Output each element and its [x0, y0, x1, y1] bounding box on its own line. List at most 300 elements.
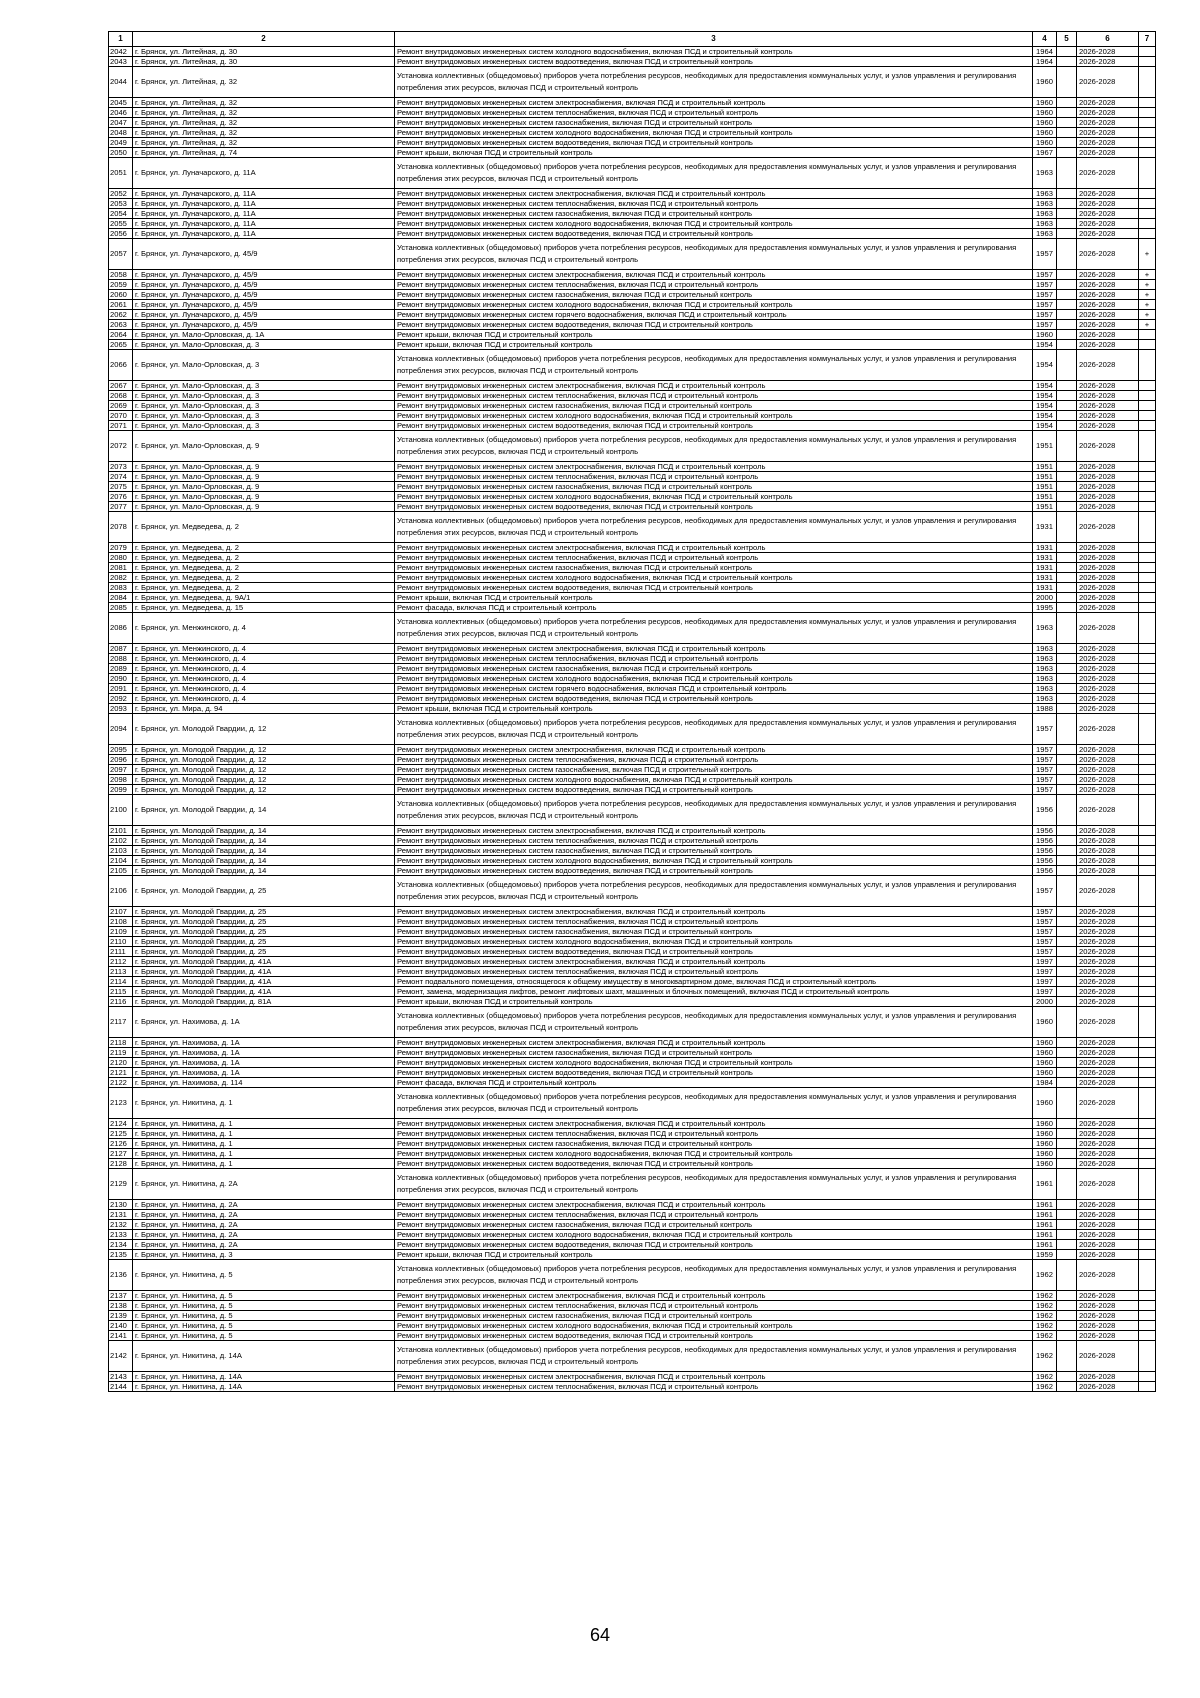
mark-cell — [1139, 563, 1156, 573]
address-cell: г. Брянск, ул. Молодой Гвардии, д. 25 — [133, 937, 395, 947]
work-type-cell: Ремонт внутридомовых инженерных систем теплоснабжения, включая ПСД и строительный контроль — [395, 917, 1033, 927]
table-row — [109, 158, 1156, 189]
build-year-cell: 1961 — [1033, 1240, 1057, 1250]
build-year-cell: 1954 — [1033, 340, 1057, 350]
table-row — [109, 997, 1156, 1007]
col-5-cell — [1057, 310, 1077, 320]
build-year-cell: 1960 — [1033, 1088, 1057, 1119]
work-type-cell: Установка коллективных (общедомовых) приборов учета потребления ресурсов, необходимых для предоставления коммунальных услуг, и узлов управления и регулирования потребления этих ресурсов, включая ПСД и строительный контроль — [395, 239, 1033, 270]
address-cell: г. Брянск, ул. Никитина, д. 14А — [133, 1372, 395, 1382]
period-cell: 2026-2028 — [1077, 47, 1139, 57]
table-row — [109, 189, 1156, 199]
period-cell: 2026-2028 — [1077, 563, 1139, 573]
address-cell: г. Брянск, ул. Луначарского, д. 45/9 — [133, 320, 395, 330]
build-year-cell: 1960 — [1033, 1159, 1057, 1169]
work-type-cell: Ремонт внутридомовых инженерных систем холодного водоснабжения, включая ПСД и строительный контроль — [395, 1230, 1033, 1240]
mark-cell — [1139, 1301, 1156, 1311]
row-number-cell: 2044 — [109, 67, 133, 98]
row-number-cell: 2073 — [109, 462, 133, 472]
address-cell: г. Брянск, ул. Нахимова, д. 1А — [133, 1058, 395, 1068]
row-number-cell: 2143 — [109, 1372, 133, 1382]
table-row — [109, 128, 1156, 138]
row-number-cell: 2052 — [109, 189, 133, 199]
table-row — [109, 340, 1156, 350]
address-cell: г. Брянск, ул. Молодой Гвардии, д. 81А — [133, 997, 395, 1007]
period-cell: 2026-2028 — [1077, 947, 1139, 957]
col-5-cell — [1057, 98, 1077, 108]
row-number-cell: 2098 — [109, 775, 133, 785]
build-year-cell: 1963 — [1033, 654, 1057, 664]
period-cell: 2026-2028 — [1077, 987, 1139, 997]
address-cell: г. Брянск, ул. Мало-Орловская, д. 3 — [133, 411, 395, 421]
build-year-cell: 1961 — [1033, 1200, 1057, 1210]
row-number-cell: 2127 — [109, 1149, 133, 1159]
mark-cell — [1139, 411, 1156, 421]
work-type-cell: Ремонт внутридомовых инженерных систем горячего водоснабжения, включая ПСД и строительный контроль — [395, 310, 1033, 320]
col-5-cell — [1057, 270, 1077, 280]
period-cell: 2026-2028 — [1077, 512, 1139, 543]
mark-cell — [1139, 846, 1156, 856]
col-5-cell — [1057, 219, 1077, 229]
work-type-cell: Установка коллективных (общедомовых) приборов учета потребления ресурсов, необходимых для предоставления коммунальных услуг, и узлов управления и регулирования потребления этих ресурсов, включая ПСД и строительный контроль — [395, 876, 1033, 907]
build-year-cell: 1963 — [1033, 209, 1057, 219]
address-cell: г. Брянск, ул. Мало-Орловская, д. 3 — [133, 381, 395, 391]
build-year-cell: 1962 — [1033, 1260, 1057, 1291]
period-cell: 2026-2028 — [1077, 927, 1139, 937]
period-cell: 2026-2028 — [1077, 1321, 1139, 1331]
row-number-cell: 2053 — [109, 199, 133, 209]
table-row — [109, 462, 1156, 472]
address-cell: г. Брянск, ул. Молодой Гвардии, д. 14 — [133, 826, 395, 836]
build-year-cell: 1957 — [1033, 745, 1057, 755]
row-number-cell: 2125 — [109, 1129, 133, 1139]
address-cell: г. Брянск, ул. Никитина, д. 2А — [133, 1169, 395, 1200]
mark-cell — [1139, 1220, 1156, 1230]
mark-cell: + — [1139, 300, 1156, 310]
work-type-cell: Ремонт внутридомовых инженерных систем теплоснабжения, включая ПСД и строительный контроль — [395, 1129, 1033, 1139]
table-row — [109, 108, 1156, 118]
period-cell: 2026-2028 — [1077, 350, 1139, 381]
address-cell: г. Брянск, ул. Молодой Гвардии, д. 25 — [133, 927, 395, 937]
address-cell: г. Брянск, ул. Молодой Гвардии, д. 12 — [133, 745, 395, 755]
work-type-cell: Ремонт внутридомовых инженерных систем электроснабжения, включая ПСД и строительный контроль — [395, 1372, 1033, 1382]
table-row — [109, 1068, 1156, 1078]
address-cell: г. Брянск, ул. Менжинского, д. 4 — [133, 644, 395, 654]
build-year-cell: 1960 — [1033, 108, 1057, 118]
work-type-cell: Ремонт внутридомовых инженерных систем теплоснабжения, включая ПСД и строительный контроль — [395, 836, 1033, 846]
table-row — [109, 613, 1156, 644]
build-year-cell: 1960 — [1033, 98, 1057, 108]
period-cell: 2026-2028 — [1077, 1331, 1139, 1341]
col-5-cell — [1057, 209, 1077, 219]
build-year-cell: 1964 — [1033, 57, 1057, 67]
table-row — [109, 987, 1156, 997]
table-row — [109, 1331, 1156, 1341]
mark-cell — [1139, 512, 1156, 543]
work-type-cell: Ремонт внутридомовых инженерных систем холодного водоснабжения, включая ПСД и строительный контроль — [395, 937, 1033, 947]
period-cell: 2026-2028 — [1077, 775, 1139, 785]
work-type-cell: Ремонт внутридомовых инженерных систем теплоснабжения, включая ПСД и строительный контроль — [395, 755, 1033, 765]
work-type-cell: Ремонт внутридомовых инженерных систем газоснабжения, включая ПСД и строительный контроль — [395, 1139, 1033, 1149]
table-row — [109, 1169, 1156, 1200]
col-5-cell — [1057, 138, 1077, 148]
address-cell: г. Брянск, ул. Никитина, д. 5 — [133, 1301, 395, 1311]
row-number-cell: 2094 — [109, 714, 133, 745]
row-number-cell: 2144 — [109, 1382, 133, 1392]
mark-cell — [1139, 1240, 1156, 1250]
build-year-cell: 1957 — [1033, 239, 1057, 270]
table-row — [109, 947, 1156, 957]
table-row — [109, 57, 1156, 67]
work-type-cell: Ремонт внутридомовых инженерных систем теплоснабжения, включая ПСД и строительный контроль — [395, 472, 1033, 482]
address-cell: г. Брянск, ул. Никитина, д. 2А — [133, 1210, 395, 1220]
period-cell: 2026-2028 — [1077, 502, 1139, 512]
row-number-cell: 2116 — [109, 997, 133, 1007]
work-type-cell: Ремонт внутридомовых инженерных систем газоснабжения, включая ПСД и строительный контроль — [395, 846, 1033, 856]
table-row — [109, 421, 1156, 431]
mark-cell — [1139, 1230, 1156, 1240]
address-cell: г. Брянск, ул. Никитина, д. 2А — [133, 1220, 395, 1230]
work-type-cell: Ремонт внутридомовых инженерных систем газоснабжения, включая ПСД и строительный контроль — [395, 1311, 1033, 1321]
col-5-cell — [1057, 927, 1077, 937]
row-number-cell: 2114 — [109, 977, 133, 987]
build-year-cell: 1951 — [1033, 472, 1057, 482]
work-type-cell: Ремонт крыши, включая ПСД и строительный контроль — [395, 1250, 1033, 1260]
table-row — [109, 1149, 1156, 1159]
build-year-cell: 1960 — [1033, 118, 1057, 128]
build-year-cell: 1957 — [1033, 290, 1057, 300]
period-cell: 2026-2028 — [1077, 229, 1139, 239]
col-5-cell — [1057, 573, 1077, 583]
col-5-cell — [1057, 826, 1077, 836]
work-type-cell: Ремонт внутридомовых инженерных систем теплоснабжения, включая ПСД и строительный контроль — [395, 280, 1033, 290]
work-type-cell: Установка коллективных (общедомовых) приборов учета потребления ресурсов, необходимых для предоставления коммунальных услуг, и узлов управления и регулирования потребления этих ресурсов, включая ПСД и строительный контроль — [395, 1007, 1033, 1038]
mark-cell — [1139, 714, 1156, 745]
col-5-cell — [1057, 391, 1077, 401]
table-row — [109, 118, 1156, 128]
work-type-cell: Ремонт крыши, включая ПСД и строительный контроль — [395, 148, 1033, 158]
mark-cell: + — [1139, 270, 1156, 280]
build-year-cell: 1951 — [1033, 502, 1057, 512]
period-cell: 2026-2028 — [1077, 67, 1139, 98]
row-number-cell: 2090 — [109, 674, 133, 684]
period-cell: 2026-2028 — [1077, 118, 1139, 128]
mark-cell — [1139, 674, 1156, 684]
col-5-cell — [1057, 472, 1077, 482]
work-type-cell: Установка коллективных (общедомовых) приборов учета потребления ресурсов, необходимых для предоставления коммунальных услуг, и узлов управления и регулирования потребления этих ресурсов, включая ПСД и строительный контроль — [395, 795, 1033, 826]
build-year-cell: 1984 — [1033, 1078, 1057, 1088]
address-cell: г. Брянск, ул. Менжинского, д. 4 — [133, 684, 395, 694]
table-row — [109, 826, 1156, 836]
col-5-cell — [1057, 512, 1077, 543]
address-cell: г. Брянск, ул. Молодой Гвардии, д. 41А — [133, 977, 395, 987]
address-cell: г. Брянск, ул. Мало-Орловская, д. 9 — [133, 482, 395, 492]
work-type-cell: Ремонт внутридомовых инженерных систем водоотведения, включая ПСД и строительный контроль — [395, 1331, 1033, 1341]
mark-cell — [1139, 1250, 1156, 1260]
table-row — [109, 553, 1156, 563]
mark-cell — [1139, 98, 1156, 108]
table-row — [109, 775, 1156, 785]
col-5-cell — [1057, 694, 1077, 704]
table-row — [109, 1230, 1156, 1240]
col-5-cell — [1057, 654, 1077, 664]
work-type-cell: Ремонт внутридомовых инженерных систем теплоснабжения, включая ПСД и строительный контроль — [395, 391, 1033, 401]
header-cell: 3 — [395, 32, 1033, 47]
row-number-cell: 2060 — [109, 290, 133, 300]
work-type-cell: Ремонт внутридомовых инженерных систем газоснабжения, включая ПСД и строительный контроль — [395, 1220, 1033, 1230]
work-type-cell: Ремонт внутридомовых инженерных систем холодного водоснабжения, включая ПСД и строительный контроль — [395, 300, 1033, 310]
period-cell: 2026-2028 — [1077, 957, 1139, 967]
row-number-cell: 2109 — [109, 927, 133, 937]
period-cell: 2026-2028 — [1077, 1159, 1139, 1169]
table-row — [109, 694, 1156, 704]
table-row — [109, 492, 1156, 502]
table-row — [109, 1139, 1156, 1149]
table-row — [109, 239, 1156, 270]
col-5-cell — [1057, 502, 1077, 512]
build-year-cell: 1962 — [1033, 1372, 1057, 1382]
mark-cell — [1139, 1200, 1156, 1210]
mark-cell — [1139, 472, 1156, 482]
table-row — [109, 401, 1156, 411]
col-5-cell — [1057, 846, 1077, 856]
table-row — [109, 1058, 1156, 1068]
col-5-cell — [1057, 47, 1077, 57]
address-cell: г. Брянск, ул. Луначарского, д. 45/9 — [133, 300, 395, 310]
mark-cell — [1139, 866, 1156, 876]
row-number-cell: 2124 — [109, 1119, 133, 1129]
table-row — [109, 856, 1156, 866]
mark-cell — [1139, 381, 1156, 391]
row-number-cell: 2110 — [109, 937, 133, 947]
col-5-cell — [1057, 1311, 1077, 1321]
mark-cell: + — [1139, 290, 1156, 300]
table-row — [109, 1341, 1156, 1372]
build-year-cell: 1931 — [1033, 563, 1057, 573]
address-cell: г. Брянск, ул. Молодой Гвардии, д. 25 — [133, 947, 395, 957]
table-row — [109, 1301, 1156, 1311]
address-cell: г. Брянск, ул. Мало-Орловская, д. 9 — [133, 472, 395, 482]
row-number-cell: 2065 — [109, 340, 133, 350]
work-type-cell: Ремонт внутридомовых инженерных систем водоотведения, включая ПСД и строительный контроль — [395, 1068, 1033, 1078]
table-row — [109, 1250, 1156, 1260]
mark-cell — [1139, 684, 1156, 694]
header-cell: 4 — [1033, 32, 1057, 47]
row-number-cell: 2062 — [109, 310, 133, 320]
address-cell: г. Брянск, ул. Луначарского, д. 11А — [133, 199, 395, 209]
header-cell: 1 — [109, 32, 133, 47]
col-5-cell — [1057, 189, 1077, 199]
period-cell: 2026-2028 — [1077, 856, 1139, 866]
period-cell: 2026-2028 — [1077, 1038, 1139, 1048]
work-type-cell: Ремонт внутридомовых инженерных систем электроснабжения, включая ПСД и строительный контроль — [395, 1291, 1033, 1301]
build-year-cell: 1931 — [1033, 553, 1057, 563]
work-type-cell: Ремонт внутридомовых инженерных систем холодного водоснабжения, включая ПСД и строительный контроль — [395, 1149, 1033, 1159]
period-cell: 2026-2028 — [1077, 340, 1139, 350]
col-5-cell — [1057, 967, 1077, 977]
work-type-cell: Ремонт внутридомовых инженерных систем газоснабжения, включая ПСД и строительный контроль — [395, 563, 1033, 573]
row-number-cell: 2082 — [109, 573, 133, 583]
mark-cell — [1139, 755, 1156, 765]
work-type-cell: Ремонт внутридомовых инженерных систем газоснабжения, включая ПСД и строительный контроль — [395, 927, 1033, 937]
address-cell: г. Брянск, ул. Молодой Гвардии, д. 41А — [133, 957, 395, 967]
build-year-cell: 1961 — [1033, 1210, 1057, 1220]
col-5-cell — [1057, 745, 1077, 755]
row-number-cell: 2103 — [109, 846, 133, 856]
address-cell: г. Брянск, ул. Мало-Орловская, д. 3 — [133, 401, 395, 411]
row-number-cell: 2049 — [109, 138, 133, 148]
work-type-cell: Ремонт внутридомовых инженерных систем теплоснабжения, включая ПСД и строительный контроль — [395, 553, 1033, 563]
row-number-cell: 2043 — [109, 57, 133, 67]
mark-cell — [1139, 1331, 1156, 1341]
build-year-cell: 1963 — [1033, 199, 1057, 209]
mark-cell — [1139, 330, 1156, 340]
build-year-cell: 1997 — [1033, 967, 1057, 977]
table-row — [109, 199, 1156, 209]
mark-cell: + — [1139, 239, 1156, 270]
address-cell: г. Брянск, ул. Литейная, д. 32 — [133, 108, 395, 118]
table-row — [109, 431, 1156, 462]
row-number-cell: 2100 — [109, 795, 133, 826]
table-row — [109, 563, 1156, 573]
table-row — [109, 907, 1156, 917]
period-cell: 2026-2028 — [1077, 613, 1139, 644]
build-year-cell: 1957 — [1033, 927, 1057, 937]
header-row — [109, 32, 1156, 47]
build-year-cell: 1954 — [1033, 350, 1057, 381]
row-number-cell: 2095 — [109, 745, 133, 755]
table-row — [109, 350, 1156, 381]
address-cell: г. Брянск, ул. Никитина, д. 1 — [133, 1119, 395, 1129]
table-row — [109, 583, 1156, 593]
period-cell: 2026-2028 — [1077, 270, 1139, 280]
period-cell: 2026-2028 — [1077, 997, 1139, 1007]
col-5-cell — [1057, 148, 1077, 158]
period-cell: 2026-2028 — [1077, 755, 1139, 765]
work-type-cell: Ремонт внутридомовых инженерных систем холодного водоснабжения, включая ПСД и строительный контроль — [395, 492, 1033, 502]
build-year-cell: 1963 — [1033, 684, 1057, 694]
col-5-cell — [1057, 775, 1077, 785]
col-5-cell — [1057, 1220, 1077, 1230]
table-row — [109, 98, 1156, 108]
col-5-cell — [1057, 1260, 1077, 1291]
period-cell: 2026-2028 — [1077, 1169, 1139, 1200]
row-number-cell: 2076 — [109, 492, 133, 502]
mark-cell — [1139, 209, 1156, 219]
table-row — [109, 67, 1156, 98]
row-number-cell: 2122 — [109, 1078, 133, 1088]
col-5-cell — [1057, 1331, 1077, 1341]
address-cell: г. Брянск, ул. Никитина, д. 1 — [133, 1139, 395, 1149]
work-type-cell: Ремонт, замена, модернизация лифтов, ремонт лифтовых шахт, машинных и блочных помещений, включая ПСД и строительный контроль — [395, 987, 1033, 997]
address-cell: г. Брянск, ул. Никитина, д. 14А — [133, 1341, 395, 1372]
work-type-cell: Ремонт внутридомовых инженерных систем холодного водоснабжения, включая ПСД и строительный контроль — [395, 1058, 1033, 1068]
period-cell: 2026-2028 — [1077, 57, 1139, 67]
work-type-cell: Ремонт внутридомовых инженерных систем электроснабжения, включая ПСД и строительный контроль — [395, 462, 1033, 472]
address-cell: г. Брянск, ул. Молодой Гвардии, д. 14 — [133, 856, 395, 866]
work-type-cell: Ремонт внутридомовых инженерных систем электроснабжения, включая ПСД и строительный контроль — [395, 644, 1033, 654]
mark-cell — [1139, 593, 1156, 603]
mark-cell — [1139, 421, 1156, 431]
col-5-cell — [1057, 876, 1077, 907]
address-cell: г. Брянск, ул. Литейная, д. 74 — [133, 148, 395, 158]
col-5-cell — [1057, 421, 1077, 431]
mark-cell — [1139, 1321, 1156, 1331]
table-row — [109, 644, 1156, 654]
mark-cell — [1139, 1119, 1156, 1129]
work-type-cell: Ремонт внутридомовых инженерных систем водоотведения, включая ПСД и строительный контроль — [395, 57, 1033, 67]
table-row — [109, 917, 1156, 927]
col-5-cell — [1057, 937, 1077, 947]
address-cell: г. Брянск, ул. Молодой Гвардии, д. 25 — [133, 917, 395, 927]
row-number-cell: 2140 — [109, 1321, 133, 1331]
build-year-cell: 1960 — [1033, 1149, 1057, 1159]
work-type-cell: Ремонт крыши, включая ПСД и строительный контроль — [395, 593, 1033, 603]
table-row — [109, 300, 1156, 310]
build-year-cell: 1951 — [1033, 492, 1057, 502]
row-number-cell: 2046 — [109, 108, 133, 118]
mark-cell — [1139, 1078, 1156, 1088]
mark-cell — [1139, 967, 1156, 977]
period-cell: 2026-2028 — [1077, 1230, 1139, 1240]
table-row — [109, 573, 1156, 583]
col-5-cell — [1057, 1129, 1077, 1139]
build-year-cell: 1961 — [1033, 1230, 1057, 1240]
address-cell: г. Брянск, ул. Литейная, д. 30 — [133, 47, 395, 57]
period-cell: 2026-2028 — [1077, 1250, 1139, 1260]
work-type-cell: Ремонт внутридомовых инженерных систем газоснабжения, включая ПСД и строительный контроль — [395, 1048, 1033, 1058]
period-cell: 2026-2028 — [1077, 876, 1139, 907]
build-year-cell: 1931 — [1033, 543, 1057, 553]
address-cell: г. Брянск, ул. Литейная, д. 32 — [133, 118, 395, 128]
work-type-cell: Ремонт внутридомовых инженерных систем электроснабжения, включая ПСД и строительный контроль — [395, 543, 1033, 553]
row-number-cell: 2130 — [109, 1200, 133, 1210]
mark-cell — [1139, 1038, 1156, 1048]
build-year-cell: 1964 — [1033, 47, 1057, 57]
period-cell: 2026-2028 — [1077, 1240, 1139, 1250]
period-cell: 2026-2028 — [1077, 765, 1139, 775]
col-5-cell — [1057, 1291, 1077, 1301]
work-type-cell: Установка коллективных (общедомовых) приборов учета потребления ресурсов, необходимых для предоставления коммунальных услуг, и узлов управления и регулирования потребления этих ресурсов, включая ПСД и строительный контроль — [395, 613, 1033, 644]
address-cell: г. Брянск, ул. Литейная, д. 32 — [133, 138, 395, 148]
table-row — [109, 381, 1156, 391]
mark-cell — [1139, 57, 1156, 67]
build-year-cell: 1954 — [1033, 381, 1057, 391]
address-cell: г. Брянск, ул. Медведева, д. 2 — [133, 583, 395, 593]
row-number-cell: 2071 — [109, 421, 133, 431]
work-type-cell: Ремонт внутридомовых инженерных систем электроснабжения, включая ПСД и строительный контроль — [395, 907, 1033, 917]
col-5-cell — [1057, 1169, 1077, 1200]
col-5-cell — [1057, 350, 1077, 381]
period-cell: 2026-2028 — [1077, 694, 1139, 704]
table-row — [109, 138, 1156, 148]
mark-cell — [1139, 775, 1156, 785]
table-row — [109, 1260, 1156, 1291]
period-cell: 2026-2028 — [1077, 603, 1139, 613]
period-cell: 2026-2028 — [1077, 320, 1139, 330]
period-cell: 2026-2028 — [1077, 431, 1139, 462]
row-number-cell: 2137 — [109, 1291, 133, 1301]
mark-cell — [1139, 492, 1156, 502]
row-number-cell: 2104 — [109, 856, 133, 866]
col-5-cell — [1057, 1119, 1077, 1129]
address-cell: г. Брянск, ул. Луначарского, д. 11А — [133, 219, 395, 229]
address-cell: г. Брянск, ул. Мало-Орловская, д. 3 — [133, 340, 395, 350]
work-type-cell: Ремонт внутридомовых инженерных систем теплоснабжения, включая ПСД и строительный контроль — [395, 1301, 1033, 1311]
table-row — [109, 795, 1156, 826]
build-year-cell: 1960 — [1033, 1007, 1057, 1038]
mark-cell — [1139, 1139, 1156, 1149]
